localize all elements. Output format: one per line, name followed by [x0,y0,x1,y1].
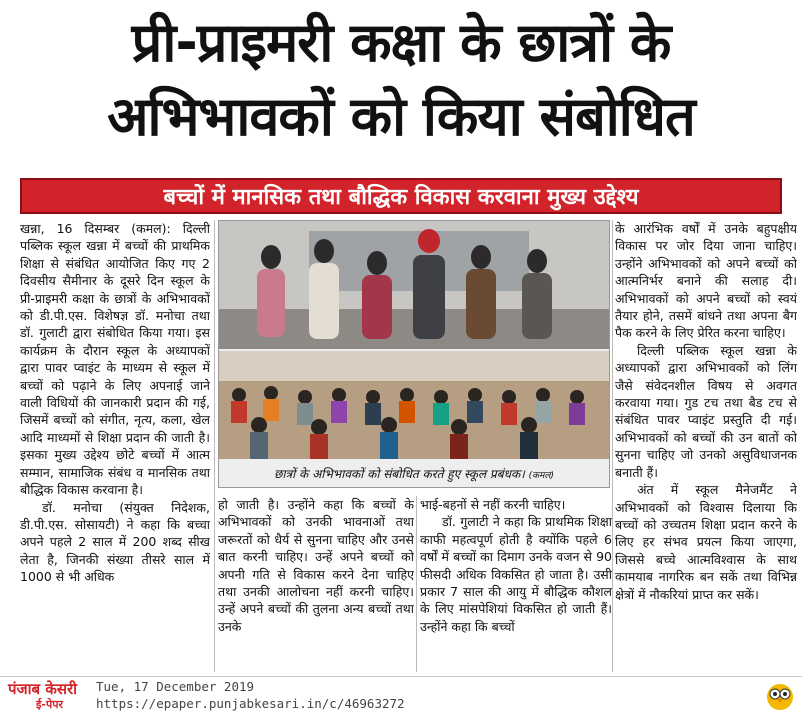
article-column-3 [420,496,612,672]
article-column-1 [20,220,210,672]
paragraph: अंत में स्कूल मैनेजमैंट ने अभिभावकों को विश्वास दिलाया कि बच्चों को उच्चतम शिक्षा प्रदान करने के लिए हर संभव प्रयत्न किया जाएगा, जिससे बच्चे आत्मविश्वास के साथ कामयाब नागरिक बन सकें तथा विभिन्न क्षेत्रों में नौकरियां प्राप्त कर सकें। [615,482,797,602]
subheadline-banner: बच्चों में मानसिक तथा बौद्धिक विकास करवाना मुख्य उद्देश्य [20,178,782,214]
paragraph: हो जाती है। उन्होंने कहा कि बच्चों के अभिभावकों को उनकी भावनाओं तथा जरूरतों को धैर्य से सुनना चाहिए और उनसे बात करनी चाहिए। उन्हें अपने बच्चों को अपनी गति से विकास करने देना चाहिए तथा उनकी आलोचना नहीं करनी चाहिए। उन्हें अपने बच्चों की तुलना अन्य बच्चों तथा उनके [218,497,414,634]
brand-logo-subtitle: ई-पेपर [36,698,63,711]
headline [0,6,802,154]
column-divider [416,496,417,672]
caption-text: छात्रों के अभिभावकों को संबोधित करते हुए स्कूल प्रबंधक। [273,467,525,481]
people-standing-illustration [219,221,609,349]
epaper-footer [0,676,802,715]
column-divider [612,220,613,672]
photo-credit: (कमल) [528,471,555,481]
headline-line-2: अभिभावकों को किया संबोधित [107,85,695,148]
article-column-4 [615,220,797,672]
article-column-2 [218,496,414,672]
audience-illustration [219,351,609,459]
owl-icon[interactable] [764,679,796,711]
paragraph: खन्ना, 16 दिसम्बर (कमल): दिल्ली पब्लिक स्कूल खन्ना में बच्चों की प्राथमिक शिक्षा से संबंधित आयोजित किए गए 2 दिवसीय सैमीनार के दूसरे दिन स्कूल के प्री-प्राइमरी कक्षा के छात्रों के अभिभावकों को डी.पी.एस. विशेषज्ञ डॉ. मनोचा तथा डॉ. गुलाटी द्वारा संबोधित किया गया। इस कार्यक्रम के दौरान स्कूल के अध्यापकों द्वारा पावर प्वाइंट के माध्यम से स्कूल में बच्चों को पढ़ाने के लिए अपनाई जाने वाली विधियों की जानकारी प्रदान की गई, जिसमें बच्चों को संगीत, नृत्य, कला, खेल आदि माध्यमों से शिक्षा प्रदान की जाती है। इसका मुख्य उद्देश्य छोटे बच्चों में आत्म सम्मान, सामाजिक संबंध व मानसिक तथा बौद्धिक विकास करवाना है। [20,221,210,498]
paragraph: भाई-बहनों से नहीं करनी चाहिए। [420,497,566,512]
publication-date: Tue, 17 December 2019 [96,679,255,694]
column-divider [214,220,215,672]
article-photo [218,220,610,488]
paragraph: डॉ. गुलाटी ने कहा कि प्राथमिक शिक्षा काफी महत्वपूर्ण होती है क्योंकि पहले 6 वर्षों में बच्चों का दिमाग उनके वजन से 90 फीसदी अधिक विकसित हो जाता है। उसी प्रकार 7 साल की आयु में बौद्धिक कौशल के लिए मांसपेशियां विकसित हो जाती हैं। उन्होंने कहा कि बच्चों [420,514,612,634]
photo-caption [223,465,605,485]
brand-logo[interactable]: पंजाब केसरी [8,680,78,698]
paragraph: दिल्ली पब्लिक स्कूल खन्ना के अध्यापकों द्वारा अभिभावकों को लिंग जैसे संवेदनशील विषय से अवगत करवाया गया। गुड टच तथा बैड टच से संबंधित पावर प्वाइंट प्रस्तुति दी गई। अभिभावकों को बच्चों की उन बातों को सुनना चाहिए जो उनको असुविधाजनक बनाती हैं। [615,342,797,480]
paragraph: डॉ. मनोचा (संयुक्त निदेशक, डी.पी.एस. सोसायटी) ने कहा कि बच्चा अपने पहले 2 साल में 200 शब्द सीख लेता है, जिनकी संख्या तीसरे साल में 1000 से भी अधिक [20,499,210,585]
article-url-link[interactable]: https://epaper.punjabkesari.in/c/46963272 [96,696,405,711]
photo-guests-on-stage [219,221,609,349]
paragraph: के आरंभिक वर्षों में उनके बहुपक्षीय विकास पर जोर दिया जाना चाहिए। उन्होंने अभिभावकों को अपने बच्चों को आत्मनिर्भर बनाने की सलाह दी। अभिभावकों को अपने बच्चों को स्वयं तैयार होने, तसमें बांधने तथा अपना बैग पैक करने के लिए प्रेरित करना चाहिए। [615,221,797,341]
headline-line-1: प्री-प्राइमरी कक्षा के छात्रों के [131,11,671,74]
photo-audience [219,351,609,459]
